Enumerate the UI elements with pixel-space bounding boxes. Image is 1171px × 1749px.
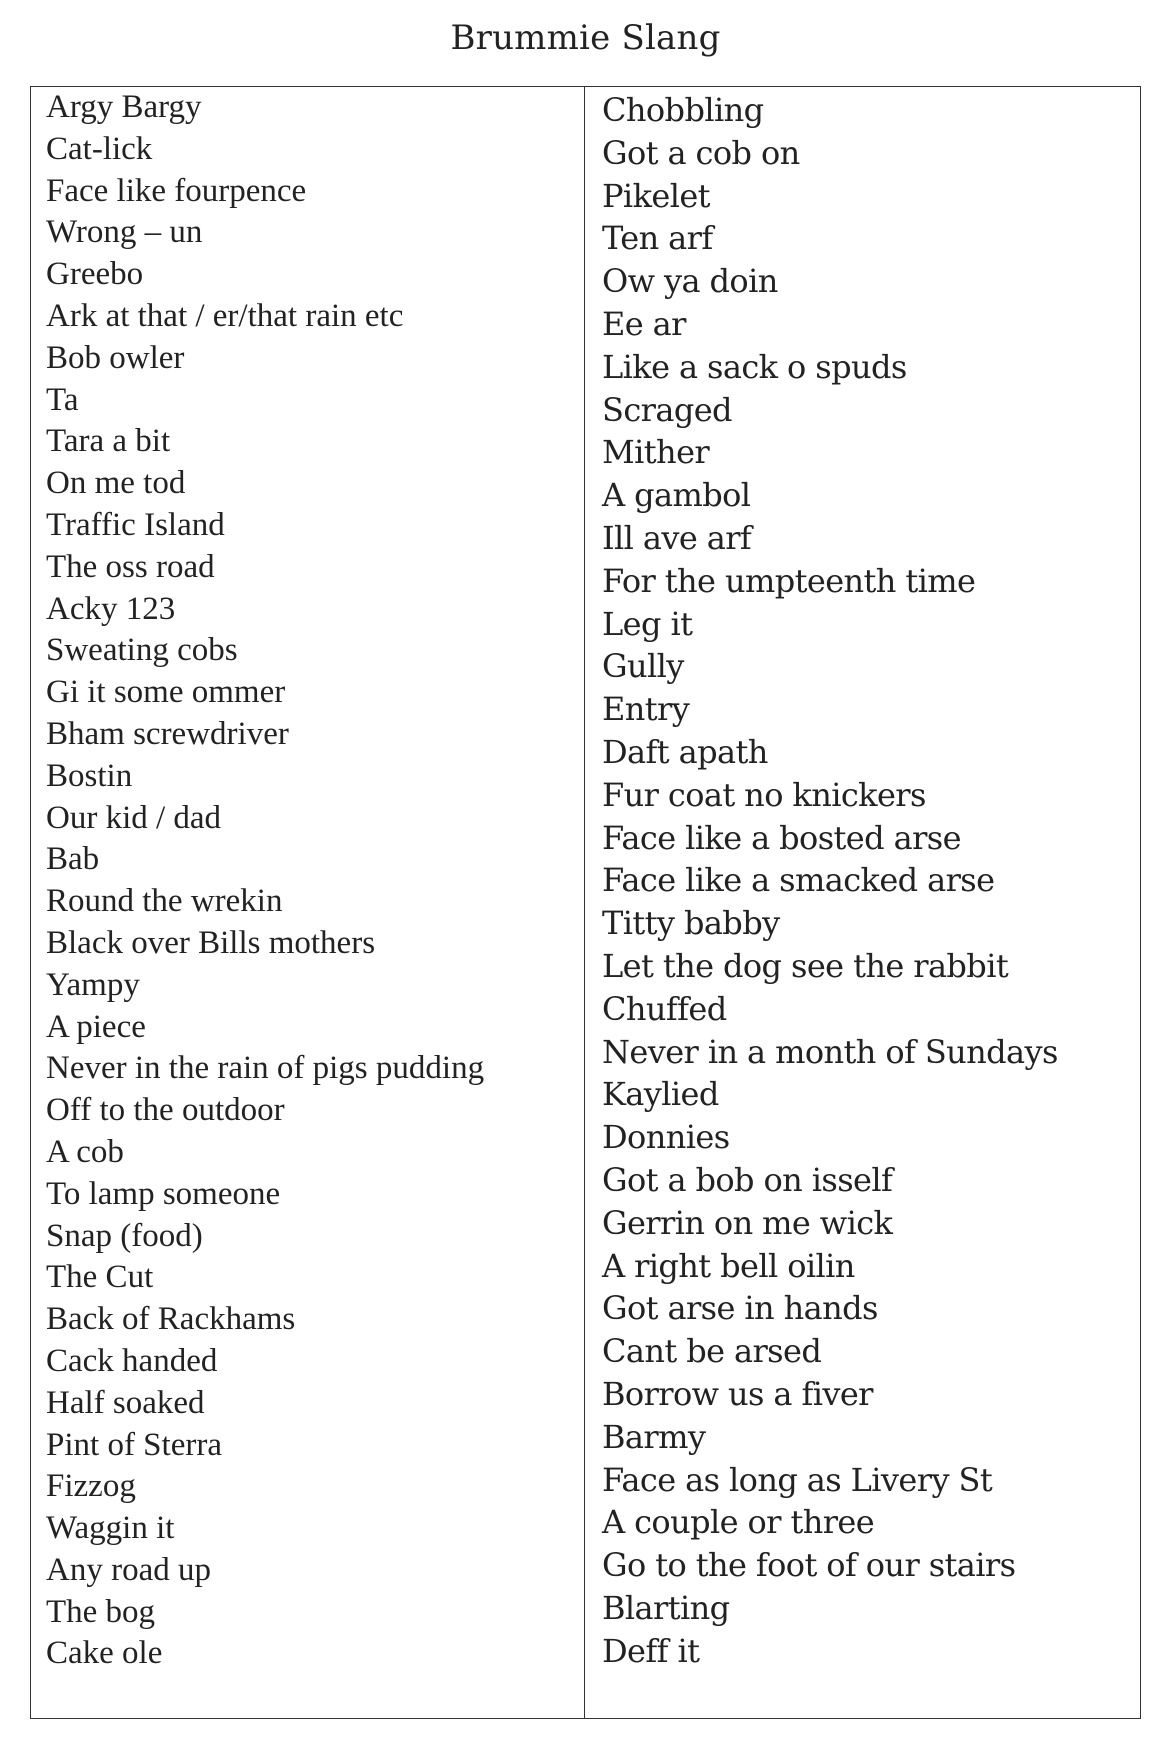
slang-entry: A cob: [46, 1133, 124, 1170]
slang-entry: Deff it: [602, 1631, 700, 1670]
slang-entry: Let the dog see the rabbit: [602, 946, 1009, 985]
slang-entry: Cake ole: [46, 1635, 163, 1672]
slang-entry: Gerrin on me wick: [602, 1203, 893, 1242]
slang-entry: Ee ar: [602, 304, 686, 343]
slang-entry: Face like a smacked arse: [602, 861, 995, 900]
slang-entry: Ten arf: [602, 219, 713, 258]
slang-entry: Face as long as Livery St: [602, 1460, 993, 1499]
slang-entry: Donnies: [602, 1118, 730, 1157]
slang-entry: Greebo: [46, 256, 144, 293]
slang-entry: Pint of Sterra: [46, 1426, 222, 1463]
slang-entry: On me tod: [46, 465, 186, 502]
slang-entry: Cat-lick: [46, 130, 153, 167]
slang-entry: Scraged: [602, 390, 732, 429]
slang-entry: Pikelet: [602, 176, 710, 215]
slang-entry: Bab: [46, 841, 100, 878]
slang-entry: Black over Bills mothers: [46, 924, 376, 961]
slang-entry: Mither: [602, 433, 710, 472]
slang-entry: Round the wrekin: [46, 883, 283, 920]
slang-entry: Barmy: [602, 1417, 706, 1456]
slang-entry: Got a bob on isself: [602, 1160, 893, 1199]
column-divider: [584, 87, 585, 1718]
slang-entry: Titty babby: [602, 904, 780, 943]
slang-entry: A gambol: [602, 476, 751, 515]
slang-entry: Yampy: [46, 966, 140, 1003]
slang-entry: Bham screwdriver: [46, 715, 289, 752]
slang-entry: Tara a bit: [46, 423, 171, 460]
slang-entry: Ark at that / er/that rain etc: [46, 297, 404, 334]
slang-entry: Blarting: [602, 1588, 730, 1627]
slang-entry: The bog: [46, 1593, 156, 1630]
slang-entry: Gi it some ommer: [46, 674, 286, 711]
slang-entry: The oss road: [46, 548, 215, 585]
slang-entry: Ow ya doin: [602, 262, 778, 301]
slang-entry: Ta: [46, 381, 79, 418]
slang-entry: Snap (food): [46, 1217, 203, 1254]
slang-entry: Never in a month of Sundays: [602, 1032, 1058, 1071]
slang-entry: A piece: [46, 1008, 146, 1045]
slang-entry: Waggin it: [46, 1510, 175, 1547]
slang-entry: Leg it: [602, 604, 693, 643]
slang-entry: For the umpteenth time: [602, 561, 976, 600]
slang-entry: Half soaked: [46, 1384, 205, 1421]
slang-entry: Entry: [602, 690, 690, 729]
slang-entry: Wrong – un: [46, 214, 203, 251]
slang-entry: Bob owler: [46, 339, 185, 376]
slang-entry: Acky 123: [46, 590, 176, 627]
slang-entry: Gully: [602, 647, 684, 686]
slang-entry: A right bell oilin: [602, 1246, 855, 1285]
slang-entry: Face like a bosted arse: [602, 818, 961, 857]
right-column: [602, 89, 1058, 1672]
slang-entry: Chuffed: [602, 989, 727, 1028]
slang-entry: Argy Bargy: [46, 89, 202, 125]
slang-entry: Fizzog: [46, 1468, 136, 1505]
slang-entry: Cack handed: [46, 1342, 218, 1379]
slang-entry: Our kid / dad: [46, 799, 222, 836]
slang-entry: Bostin: [46, 757, 133, 794]
slang-entry: Go to the foot of our stairs: [602, 1546, 1016, 1585]
slang-entry: Cant be arsed: [602, 1332, 822, 1371]
slang-entry: Traffic Island: [46, 506, 225, 543]
slang-entry: The Cut: [46, 1259, 154, 1296]
slang-entry: Borrow us a fiver: [602, 1374, 873, 1413]
slang-entry: Like a sack o spuds: [602, 347, 907, 386]
slang-entry: Sweating cobs: [46, 632, 238, 669]
slang-entry: Fur coat no knickers: [602, 775, 926, 814]
slang-entry: Got arse in hands: [602, 1289, 878, 1328]
slang-entry: Got a cob on: [602, 133, 800, 172]
slang-entry: Ill ave arf: [602, 518, 752, 557]
slang-entry: To lamp someone: [46, 1175, 281, 1212]
slang-entry: Daft apath: [602, 732, 768, 771]
slang-entry: Kaylied: [602, 1075, 719, 1114]
slang-entry: Never in the rain of pigs pudding: [46, 1050, 485, 1087]
slang-table: [30, 86, 1141, 1719]
slang-entry: Back of Rackhams: [46, 1301, 296, 1338]
slang-entry: Chobbling: [602, 91, 764, 129]
slang-entry: Off to the outdoor: [46, 1092, 285, 1129]
left-column: [46, 87, 484, 1675]
slang-entry: Any road up: [46, 1551, 211, 1588]
slang-entry: Face like fourpence: [46, 172, 307, 209]
page-title: Brummie Slang: [450, 18, 721, 58]
slang-entry: A couple or three: [602, 1503, 875, 1542]
